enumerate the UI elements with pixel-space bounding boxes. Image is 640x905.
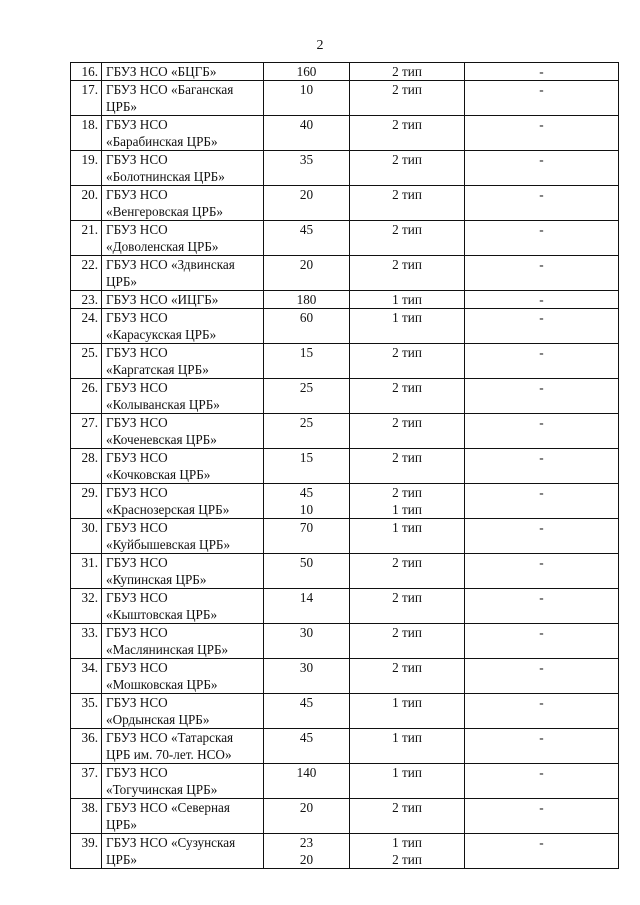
note-cell: -	[465, 63, 619, 81]
count-cell	[264, 63, 350, 81]
count-line: 180	[296, 292, 317, 307]
table-row	[71, 764, 619, 799]
note-cell: -	[465, 659, 619, 694]
facility-name-line: ГБУЗ НСО «Баганская	[106, 82, 234, 97]
facilities-table	[70, 62, 619, 869]
facility-name-line: ГБУЗ НСО	[106, 450, 168, 465]
note-cell: -	[465, 186, 619, 221]
count-line: 35	[299, 152, 314, 167]
table-row	[71, 379, 619, 414]
table-row	[71, 449, 619, 484]
count-line: 14	[299, 590, 314, 605]
facility-name-cell	[102, 694, 264, 729]
type-cell	[350, 116, 465, 151]
facility-name-line: ГБУЗ НСО «Здвинская	[106, 257, 235, 272]
type-cell	[350, 414, 465, 449]
count-cell	[264, 764, 350, 799]
type-line: 2 тип	[392, 590, 422, 605]
type-cell	[350, 484, 465, 519]
row-number-cell: 30.	[71, 519, 102, 554]
facility-name-cell	[102, 589, 264, 624]
type-line: 1 тип	[392, 310, 422, 325]
count-line: 140	[296, 765, 317, 780]
facility-name-line: ГБУЗ НСО «Татарская	[106, 730, 234, 745]
count-line: 20	[299, 187, 314, 202]
row-number-cell: 17.	[71, 81, 102, 116]
facility-name-cell	[102, 484, 264, 519]
type-cell	[350, 186, 465, 221]
count-cell	[264, 344, 350, 379]
count-line: 10	[299, 502, 314, 517]
count-cell	[264, 659, 350, 694]
note-cell: -	[465, 344, 619, 379]
facility-name-cell	[102, 729, 264, 764]
row-number-cell: 25.	[71, 344, 102, 379]
facility-name-line: «Доволенская ЦРБ»	[106, 239, 219, 254]
count-line: 45	[299, 485, 314, 500]
note-cell: -	[465, 484, 619, 519]
facility-name-line: «Каргатская ЦРБ»	[106, 362, 209, 377]
facility-name-line: «Купинская ЦРБ»	[106, 572, 207, 587]
row-number-cell: 35.	[71, 694, 102, 729]
type-line: 2 тип	[392, 117, 422, 132]
count-line: 25	[299, 415, 314, 430]
count-line: 40	[299, 117, 314, 132]
count-cell	[264, 414, 350, 449]
table-row	[71, 659, 619, 694]
type-line: 1 тип	[392, 730, 422, 745]
facility-name-line: «Ордынская ЦРБ»	[106, 712, 210, 727]
type-cell	[350, 659, 465, 694]
facility-name-cell	[102, 291, 264, 309]
count-cell	[264, 799, 350, 834]
type-cell	[350, 764, 465, 799]
type-cell	[350, 344, 465, 379]
row-number-cell: 20.	[71, 186, 102, 221]
row-number-cell: 39.	[71, 834, 102, 869]
facility-name-line: «Колыванская ЦРБ»	[106, 397, 220, 412]
facility-name-line: ГБУЗ НСО	[106, 222, 168, 237]
table-body	[71, 63, 619, 869]
facility-name-cell	[102, 63, 264, 81]
facility-name-line: ГБУЗ НСО	[106, 625, 168, 640]
facility-name-line: «Мошковская ЦРБ»	[106, 677, 218, 692]
facility-name-line: ГБУЗ НСО	[106, 380, 168, 395]
note-cell: -	[465, 624, 619, 659]
facility-name-cell	[102, 414, 264, 449]
row-number-cell: 37.	[71, 764, 102, 799]
row-number-cell: 18.	[71, 116, 102, 151]
count-line: 25	[299, 380, 314, 395]
count-cell	[264, 291, 350, 309]
facility-name-line: ЦРБ»	[106, 817, 138, 832]
note-cell: -	[465, 694, 619, 729]
type-line: 2 тип	[392, 625, 422, 640]
type-cell	[350, 729, 465, 764]
facility-name-line: «Коченевская ЦРБ»	[106, 432, 217, 447]
count-line: 10	[299, 82, 314, 97]
type-line: 2 тип	[392, 415, 422, 430]
table-row	[71, 116, 619, 151]
count-line: 20	[299, 852, 314, 867]
count-cell	[264, 834, 350, 869]
type-line: 1 тип	[392, 292, 422, 307]
table-row	[71, 63, 619, 81]
table-row	[71, 484, 619, 519]
type-cell	[350, 81, 465, 116]
table-row	[71, 729, 619, 764]
count-cell	[264, 81, 350, 116]
type-line: 1 тип	[392, 835, 422, 850]
note-cell: -	[465, 764, 619, 799]
facility-name-cell	[102, 624, 264, 659]
table-row	[71, 186, 619, 221]
count-cell	[264, 729, 350, 764]
type-cell	[350, 694, 465, 729]
row-number-cell: 34.	[71, 659, 102, 694]
facility-name-line: «Болотнинская ЦРБ»	[106, 169, 225, 184]
type-line: 2 тип	[392, 852, 422, 867]
type-line: 2 тип	[392, 345, 422, 360]
type-cell	[350, 554, 465, 589]
facility-name-line: ГБУЗ НСО	[106, 555, 168, 570]
row-number-cell: 38.	[71, 799, 102, 834]
row-number-cell: 31.	[71, 554, 102, 589]
note-cell: -	[465, 116, 619, 151]
facility-name-line: ЦРБ»	[106, 99, 138, 114]
facility-name-line: ГБУЗ НСО	[106, 520, 168, 535]
type-cell	[350, 834, 465, 869]
row-number-cell: 21.	[71, 221, 102, 256]
facility-name-line: ГБУЗ НСО «ИЦГБ»	[106, 292, 219, 307]
count-line: 15	[299, 450, 314, 465]
facility-name-cell	[102, 799, 264, 834]
type-cell	[350, 221, 465, 256]
count-cell	[264, 519, 350, 554]
type-line: 2 тип	[392, 187, 422, 202]
table-row	[71, 589, 619, 624]
type-line: 2 тип	[392, 380, 422, 395]
count-cell	[264, 309, 350, 344]
facility-name-cell	[102, 764, 264, 799]
note-cell: -	[465, 379, 619, 414]
facility-name-line: «Куйбышевская ЦРБ»	[106, 537, 231, 552]
type-cell	[350, 519, 465, 554]
count-cell	[264, 554, 350, 589]
note-cell: -	[465, 414, 619, 449]
facility-name-cell	[102, 659, 264, 694]
type-line: 2 тип	[392, 555, 422, 570]
row-number-cell: 28.	[71, 449, 102, 484]
row-number-cell: 19.	[71, 151, 102, 186]
facility-name-line: ГБУЗ НСО	[106, 660, 168, 675]
row-number-cell: 26.	[71, 379, 102, 414]
facility-name-cell	[102, 116, 264, 151]
row-number-cell: 22.	[71, 256, 102, 291]
facility-name-cell	[102, 834, 264, 869]
facility-name-cell	[102, 186, 264, 221]
type-cell	[350, 256, 465, 291]
table-row	[71, 624, 619, 659]
type-cell	[350, 449, 465, 484]
table-row	[71, 344, 619, 379]
note-cell: -	[465, 554, 619, 589]
type-line: 2 тип	[392, 257, 422, 272]
row-number-cell: 33.	[71, 624, 102, 659]
type-line: 1 тип	[392, 765, 422, 780]
count-line: 70	[299, 520, 314, 535]
facility-name-line: ГБУЗ НСО	[106, 765, 168, 780]
facility-name-line: ГБУЗ НСО	[106, 187, 168, 202]
type-cell	[350, 624, 465, 659]
type-line: 2 тип	[392, 64, 422, 79]
row-number-cell: 36.	[71, 729, 102, 764]
facility-name-line: ГБУЗ НСО	[106, 695, 168, 710]
table-row	[71, 834, 619, 869]
note-cell: -	[465, 151, 619, 186]
facility-name-cell	[102, 256, 264, 291]
table-row	[71, 519, 619, 554]
row-number-cell: 29.	[71, 484, 102, 519]
facility-name-line: ЦРБ»	[106, 274, 138, 289]
table-row	[71, 256, 619, 291]
facility-name-cell	[102, 519, 264, 554]
count-line: 45	[299, 730, 314, 745]
note-cell: -	[465, 799, 619, 834]
facility-name-line: «Кыштовская ЦРБ»	[106, 607, 218, 622]
type-line: 2 тип	[392, 485, 422, 500]
type-cell	[350, 379, 465, 414]
count-cell	[264, 116, 350, 151]
facility-name-line: ГБУЗ НСО	[106, 152, 168, 167]
facility-name-line: ГБУЗ НСО	[106, 345, 168, 360]
type-cell	[350, 63, 465, 81]
type-cell	[350, 799, 465, 834]
table-row	[71, 414, 619, 449]
note-cell: -	[465, 589, 619, 624]
table-row	[71, 694, 619, 729]
count-line: 60	[299, 310, 314, 325]
table-row	[71, 554, 619, 589]
count-cell	[264, 221, 350, 256]
count-cell	[264, 624, 350, 659]
note-cell: -	[465, 256, 619, 291]
facility-name-line: «Карасукская ЦРБ»	[106, 327, 217, 342]
note-cell: -	[465, 221, 619, 256]
count-line: 20	[299, 257, 314, 272]
facility-name-line: ГБУЗ НСО	[106, 590, 168, 605]
facility-name-line: ГБУЗ НСО	[106, 117, 168, 132]
facility-name-line: «Барабинская ЦРБ»	[106, 134, 218, 149]
note-cell: -	[465, 519, 619, 554]
type-line: 2 тип	[392, 82, 422, 97]
facility-name-line: ГБУЗ НСО «Северная	[106, 800, 230, 815]
type-line: 2 тип	[392, 450, 422, 465]
count-cell	[264, 694, 350, 729]
facility-name-cell	[102, 81, 264, 116]
facility-name-line: ГБУЗ НСО «Сузунская	[106, 835, 236, 850]
count-cell	[264, 151, 350, 186]
count-line: 30	[299, 660, 314, 675]
facility-name-cell	[102, 151, 264, 186]
facility-name-line: ЦРБ им. 70-лет. НСО»	[106, 747, 232, 762]
count-line: 160	[296, 64, 317, 79]
count-line: 23	[299, 835, 314, 850]
note-cell: -	[465, 834, 619, 869]
table-row	[71, 799, 619, 834]
facility-name-line: ГБУЗ НСО	[106, 310, 168, 325]
facility-name-cell	[102, 221, 264, 256]
note-cell: -	[465, 291, 619, 309]
row-number-cell: 32.	[71, 589, 102, 624]
table-row	[71, 309, 619, 344]
facility-name-line: ЦРБ»	[106, 852, 138, 867]
row-number-cell: 24.	[71, 309, 102, 344]
count-cell	[264, 186, 350, 221]
facility-name-line: «Тогучинская ЦРБ»	[106, 782, 218, 797]
facility-name-cell	[102, 554, 264, 589]
facility-name-line: «Краснозерская ЦРБ»	[106, 502, 230, 517]
count-line: 45	[299, 222, 314, 237]
type-cell	[350, 309, 465, 344]
count-line: 45	[299, 695, 314, 710]
count-cell	[264, 256, 350, 291]
page-number: 2	[316, 38, 324, 53]
table-row	[71, 291, 619, 309]
table-row	[71, 221, 619, 256]
type-line: 2 тип	[392, 152, 422, 167]
count-line: 20	[299, 800, 314, 815]
facility-name-line: ГБУЗ НСО	[106, 415, 168, 430]
facility-name-line: ГБУЗ НСО «БЦГБ»	[106, 64, 217, 79]
count-line: 15	[299, 345, 314, 360]
row-number-cell: 16.	[71, 63, 102, 81]
row-number-cell: 23.	[71, 291, 102, 309]
type-line: 2 тип	[392, 222, 422, 237]
note-cell: -	[465, 729, 619, 764]
facility-name-line: ГБУЗ НСО	[106, 485, 168, 500]
facility-name-cell	[102, 309, 264, 344]
count-line: 50	[299, 555, 314, 570]
note-cell: -	[465, 309, 619, 344]
count-line: 30	[299, 625, 314, 640]
count-cell	[264, 449, 350, 484]
type-cell	[350, 151, 465, 186]
row-number-cell: 27.	[71, 414, 102, 449]
facility-name-line: «Маслянинская ЦРБ»	[106, 642, 229, 657]
facility-name-cell	[102, 379, 264, 414]
note-cell: -	[465, 449, 619, 484]
note-cell: -	[465, 81, 619, 116]
type-line: 1 тип	[392, 502, 422, 517]
facility-name-line: «Кочковская ЦРБ»	[106, 467, 211, 482]
type-cell	[350, 291, 465, 309]
type-line: 2 тип	[392, 800, 422, 815]
facility-name-line: «Венгеровская ЦРБ»	[106, 204, 224, 219]
type-line: 1 тип	[392, 520, 422, 535]
table-row	[71, 81, 619, 116]
table-row	[71, 151, 619, 186]
facility-name-cell	[102, 344, 264, 379]
count-cell	[264, 379, 350, 414]
type-line: 2 тип	[392, 660, 422, 675]
facility-name-cell	[102, 449, 264, 484]
count-cell	[264, 484, 350, 519]
type-cell	[350, 589, 465, 624]
count-cell	[264, 589, 350, 624]
type-line: 1 тип	[392, 695, 422, 710]
